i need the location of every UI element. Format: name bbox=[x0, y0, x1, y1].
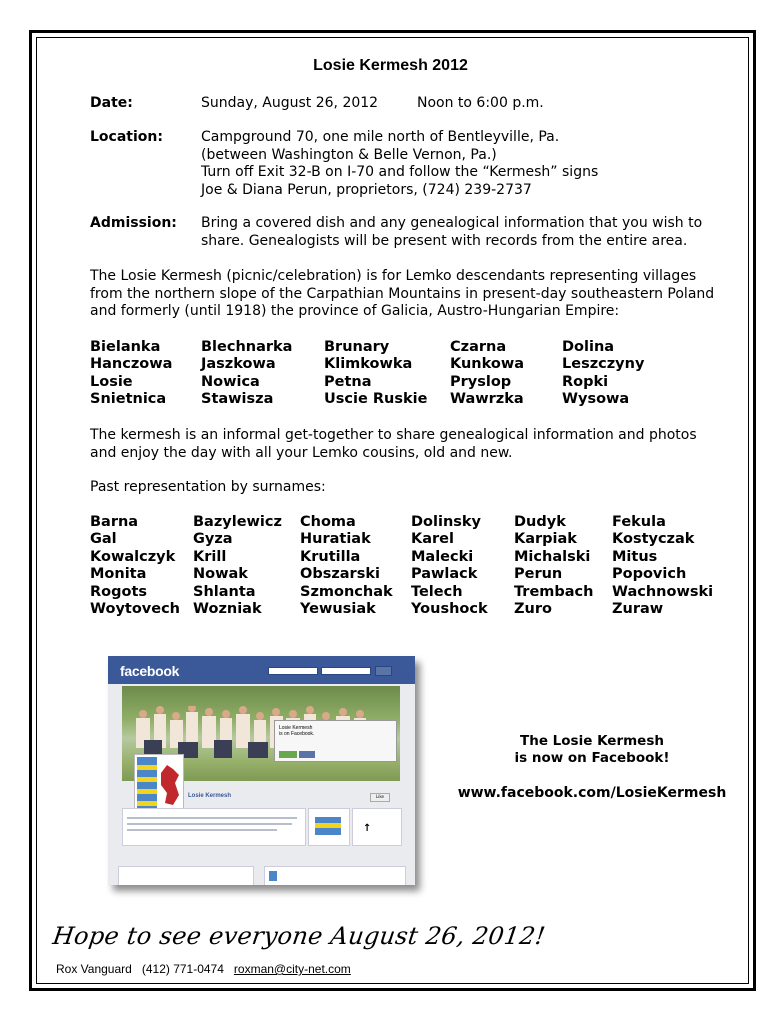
surname: Karpiak bbox=[514, 531, 577, 548]
like-button[interactable]: Like bbox=[370, 793, 390, 802]
facebook-signup-popup bbox=[274, 720, 397, 762]
village-name: Leszczyny bbox=[562, 356, 645, 373]
village-name: Wysowa bbox=[562, 391, 630, 408]
lemko-coat-of-arms-icon bbox=[135, 755, 183, 811]
village-name: Petna bbox=[324, 373, 372, 390]
village-name: Uscie Ruskie bbox=[324, 391, 428, 408]
village-name: Czarna bbox=[450, 339, 507, 355]
surname: Fekula bbox=[612, 514, 666, 530]
surname: Dudyk bbox=[514, 514, 566, 530]
page-title: Losie Kermesh 2012 bbox=[313, 57, 468, 74]
handwritten-signature: Hope to see everyone August 26, 2012! bbox=[51, 922, 548, 950]
past-label: Past representation by surnames: bbox=[90, 479, 326, 495]
village-name: Dolina bbox=[562, 339, 615, 355]
contact-line bbox=[56, 962, 351, 976]
surname: Shlanta bbox=[193, 583, 256, 600]
surname: Gal bbox=[90, 531, 117, 548]
surname: Gyza bbox=[193, 531, 233, 548]
date-value: Sunday, August 26, 2012 bbox=[201, 95, 379, 111]
about-box bbox=[122, 808, 306, 846]
photos-box bbox=[308, 808, 350, 846]
admission-block bbox=[201, 215, 702, 250]
contact-email-link[interactable]: roxman@city-net.com bbox=[233, 962, 351, 976]
intro-line: and formerly (until 1918) the province of Galicia, Austro-Hungarian Empire: bbox=[90, 303, 620, 319]
popup-title: Losie Kermesh bbox=[279, 725, 313, 731]
facebook-promo bbox=[452, 733, 732, 767]
surname: Yewusiak bbox=[300, 600, 376, 617]
surname: Wozniak bbox=[193, 600, 262, 617]
login-button[interactable] bbox=[375, 666, 392, 676]
village-name: Stawisza bbox=[201, 391, 274, 408]
popup-login-button[interactable] bbox=[299, 751, 315, 758]
location-line: Turn off Exit 32-B on I-70 and follow the “Kermesh” signs bbox=[201, 164, 599, 180]
informal-paragraph bbox=[90, 427, 740, 462]
flag-thumbnail bbox=[315, 817, 341, 835]
location-line: (between Washington & Belle Vernon, Pa.) bbox=[201, 146, 497, 163]
password-field[interactable] bbox=[321, 667, 371, 675]
village-name: Klimkowka bbox=[324, 356, 413, 373]
surname: Nowak bbox=[193, 566, 248, 583]
popup-subtitle: is on Facebook. bbox=[279, 731, 315, 737]
village-name: Nowica bbox=[201, 373, 260, 390]
village-name: Wawrzka bbox=[450, 391, 524, 408]
date-label: Date: bbox=[90, 95, 133, 111]
village-name: Ropki bbox=[562, 373, 609, 390]
thumbs-up-icon: ↑ bbox=[363, 823, 372, 834]
intro-paragraph bbox=[90, 268, 740, 321]
facebook-url[interactable]: www.facebook.com/LosieKermesh bbox=[457, 785, 727, 801]
surname: Szmonchak bbox=[300, 583, 393, 600]
surname: Michalski bbox=[514, 548, 591, 565]
surname: Mitus bbox=[612, 548, 658, 565]
signup-button[interactable] bbox=[279, 751, 297, 758]
surname: Kostyczak bbox=[612, 531, 695, 548]
location-line: Joe & Diana Perun, proprietors, (724) 239-2737 bbox=[201, 181, 532, 198]
surname: Pawlack bbox=[411, 566, 478, 583]
location-block bbox=[201, 129, 598, 199]
surname: Huratiak bbox=[300, 531, 371, 548]
admission-line: Bring a covered dish and any genealogical information that you wish to bbox=[201, 215, 703, 231]
post-box bbox=[118, 866, 254, 885]
surname: Wachnowski bbox=[612, 583, 714, 600]
village-name: Blechnarka bbox=[201, 339, 293, 355]
informal-line: and enjoy the day with all your Lemko cousins, old and new. bbox=[90, 444, 513, 461]
wall-post bbox=[264, 866, 406, 885]
admission-line: share. Genealogists will be present with records from the entire area. bbox=[201, 232, 688, 249]
village-name: Bielanka bbox=[90, 339, 161, 355]
email-field[interactable] bbox=[268, 667, 318, 675]
surname: Woytovech bbox=[90, 600, 180, 617]
facebook-logo: facebook bbox=[120, 663, 180, 679]
village-name: Brunary bbox=[324, 339, 390, 355]
surname: Malecki bbox=[411, 548, 474, 565]
surname: Popovich bbox=[612, 566, 687, 583]
surname: Choma bbox=[300, 514, 356, 530]
promo-line: is now on Facebook! bbox=[514, 750, 670, 766]
contact-phone: (412) 771-0474 bbox=[141, 962, 224, 976]
surname: Trembach bbox=[514, 583, 594, 600]
profile-picture bbox=[134, 754, 184, 812]
surname: Karel bbox=[411, 531, 454, 548]
surname: Rogots bbox=[90, 583, 148, 600]
surname: Perun bbox=[514, 566, 563, 583]
surname: Telech bbox=[411, 583, 463, 600]
surname: Youshock bbox=[411, 600, 488, 617]
facebook-page-name: Losie Kermesh bbox=[188, 793, 232, 799]
surname: Krill bbox=[193, 548, 227, 565]
informal-line: The kermesh is an informal get-together to share genealogical information and photos bbox=[90, 427, 697, 443]
facebook-screenshot bbox=[108, 656, 415, 885]
village-name: Hanczowa bbox=[90, 356, 173, 373]
admission-label: Admission: bbox=[90, 215, 177, 231]
facebook-header-bar bbox=[108, 656, 415, 684]
surname: Zuraw bbox=[612, 600, 664, 617]
surname: Barna bbox=[90, 514, 139, 530]
surname: Kowalczyk bbox=[90, 548, 176, 565]
text-line bbox=[127, 817, 297, 819]
promo-line: The Losie Kermesh bbox=[520, 733, 664, 749]
post-avatar bbox=[269, 871, 277, 881]
likes-box bbox=[352, 808, 402, 846]
location-label: Location: bbox=[90, 129, 163, 145]
surname: Monita bbox=[90, 566, 147, 583]
time-value: Noon to 6:00 p.m. bbox=[417, 95, 544, 111]
village-name: Losie bbox=[90, 373, 133, 390]
contact-name: Rox Vanguard bbox=[56, 962, 132, 976]
surname: Obszarski bbox=[300, 566, 380, 583]
text-line bbox=[127, 823, 292, 825]
intro-line: from the northern slope of the Carpathian Mountains in present-day southeastern Poland bbox=[90, 285, 715, 302]
village-name: Pryslop bbox=[450, 373, 512, 390]
surname: Krutilla bbox=[300, 548, 361, 565]
village-name: Snietnica bbox=[90, 391, 167, 408]
surname: Dolinsky bbox=[411, 514, 481, 530]
village-name: Kunkowa bbox=[450, 356, 525, 373]
village-name: Jaszkowa bbox=[201, 356, 276, 373]
location-line: Campground 70, one mile north of Bentleyville, Pa. bbox=[201, 129, 560, 145]
surname: Bazylewicz bbox=[193, 514, 282, 530]
text-line bbox=[127, 829, 277, 831]
intro-line: The Losie Kermesh (picnic/celebration) is for Lemko descendants representing villages bbox=[90, 268, 697, 284]
surname: Zuro bbox=[514, 600, 552, 617]
